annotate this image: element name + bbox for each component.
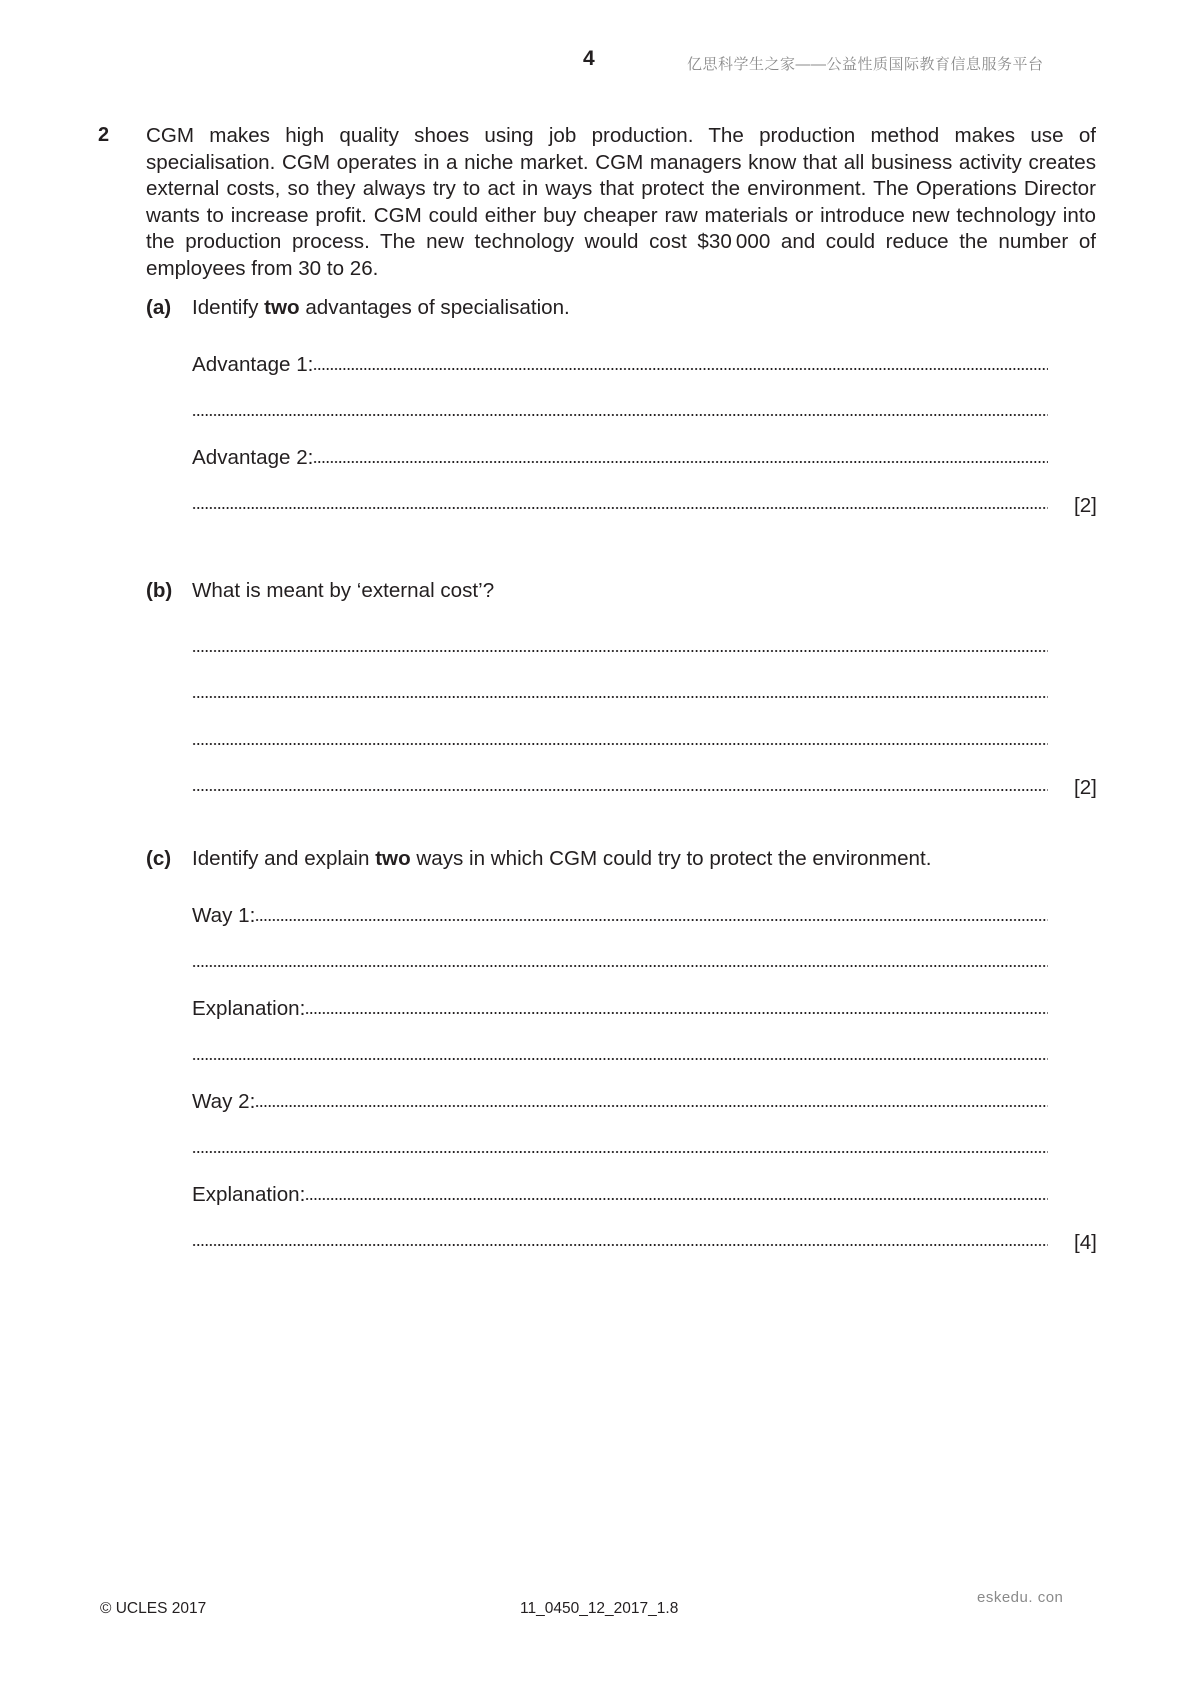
question-number: 2 (98, 124, 110, 146)
dotted-line (192, 1243, 1048, 1247)
answer-line-b2[interactable] (192, 679, 1048, 705)
dotted-line (192, 964, 1048, 968)
dotted-line (192, 788, 1048, 792)
answer-line-c8[interactable] (192, 1227, 1048, 1253)
dotted-line (192, 1057, 1048, 1061)
footer-copyright: © UCLES 2017 (100, 1600, 207, 1617)
part-b-question: What is meant by ‘external cost’? (192, 579, 495, 602)
dotted-line (255, 918, 1048, 922)
dotted-line (192, 649, 1048, 653)
dotted-line (305, 1011, 1048, 1015)
answer-line-a3[interactable] (192, 444, 1048, 470)
answer-line-c7[interactable] (192, 1181, 1048, 1207)
explanation-1-label: Explanation: (192, 997, 306, 1020)
explanation-2-label: Explanation: (192, 1183, 306, 1206)
page-number: 4 (583, 47, 595, 70)
answer-line-a1[interactable] (192, 351, 1048, 377)
question-stem: CGM makes high quality shoes using job production. The production method makes use of specialisation. CGM operates in a niche market. CGM managers know that all business activity creates external costs, so they always try to act in ways that protect the environment. The Operations Director wants to increase profit. CGM could either buy cheaper raw materials or introduce new technology into the production process. The new technology would cost $30 000 and could reduce the number of employees from 30 to 26. (146, 124, 1096, 280)
dotted-line (313, 460, 1048, 464)
part-a-question-text-end: advantages of specialisation. (299, 296, 570, 319)
dotted-line (255, 1104, 1048, 1108)
part-c-question-text: Identify and explain (192, 847, 376, 870)
dotted-line (192, 506, 1048, 510)
answer-line-c3[interactable] (192, 995, 1048, 1021)
part-a-question-text: Identify (192, 296, 265, 319)
answer-line-c4[interactable] (192, 1041, 1048, 1067)
dotted-line (192, 742, 1048, 746)
header-watermark: 亿思科学生之家——公益性质国际教育信息服务平台 (687, 56, 1044, 73)
part-c-marks: [4] (1074, 1231, 1097, 1254)
advantage-1-label: Advantage 1: (192, 353, 314, 376)
part-c-label: (c) (146, 847, 172, 870)
advantage-2-label: Advantage 2: (192, 446, 314, 469)
way-2-label: Way 2: (192, 1090, 256, 1113)
answer-line-b3[interactable] (192, 726, 1048, 752)
footer-watermark: eskedu. con (977, 1589, 1064, 1606)
part-c-question (192, 847, 931, 871)
way-1-label: Way 1: (192, 904, 256, 927)
answer-line-c1[interactable] (192, 902, 1048, 928)
dotted-line (192, 413, 1048, 417)
part-b-label: (b) (146, 579, 173, 602)
part-a-marks: [2] (1074, 494, 1097, 517)
answer-line-c5[interactable] (192, 1088, 1048, 1114)
part-a-question (192, 296, 570, 320)
answer-line-b1[interactable] (192, 633, 1048, 659)
dotted-line (313, 367, 1048, 371)
part-b-marks: [2] (1074, 776, 1097, 799)
part-a-question-emphasis: two (264, 296, 300, 319)
part-c-question-text-end: ways in which CGM could try to protect the environment. (410, 847, 932, 870)
part-c-question-emphasis: two (375, 847, 411, 870)
answer-line-c2[interactable] (192, 948, 1048, 974)
dotted-line (192, 1150, 1048, 1154)
part-a-label: (a) (146, 296, 172, 319)
answer-line-a4[interactable] (192, 490, 1048, 516)
answer-line-a2[interactable] (192, 397, 1048, 423)
answer-line-c6[interactable] (192, 1134, 1048, 1160)
footer-code: 11_0450_12_2017_1.8 (520, 1600, 679, 1617)
dotted-line (192, 695, 1048, 699)
answer-line-b4[interactable] (192, 772, 1048, 798)
dotted-line (305, 1197, 1048, 1201)
